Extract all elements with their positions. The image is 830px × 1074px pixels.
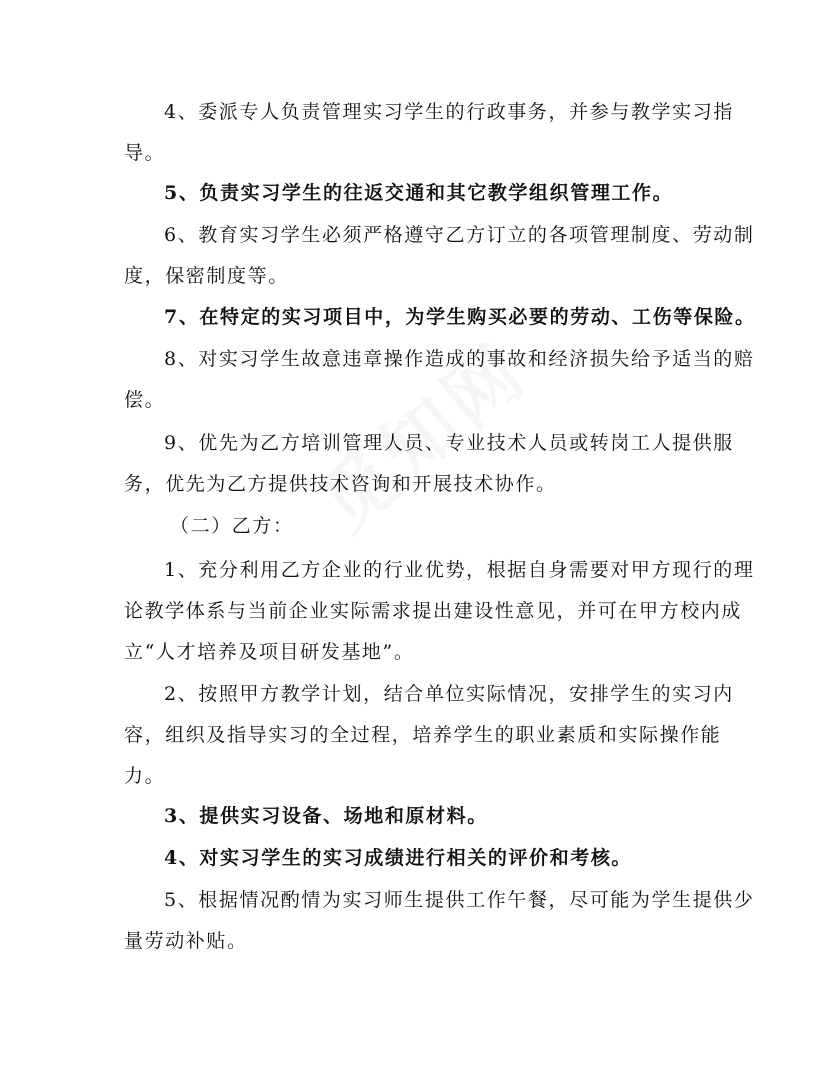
clause-b-5 — [124, 880, 755, 962]
clause-line: 1、充分利用乙方企业的行业优势，根据自身需要对甲方现行的理 — [164, 559, 755, 581]
clause-b-2 — [124, 674, 734, 797]
clause-line: 5、负责实习学生的往返交通和其它教学组织管理工作。 — [164, 182, 674, 204]
clause-line: 6、教育实习学生必须严格遵守乙方订立的各项管理制度、劳动制 — [164, 224, 755, 246]
clause-line: 力。 — [124, 765, 166, 787]
clause-line: 4、对实习学生的实习成绩进行相关的评价和考核。 — [164, 847, 633, 869]
clause-line: 量劳动补贴。 — [124, 930, 248, 952]
clause-line: 度，保密制度等。 — [124, 265, 289, 287]
clause-line: 导。 — [124, 142, 166, 164]
clause-line: 偿。 — [124, 389, 166, 411]
section-heading-party-b: （二）乙方： — [170, 515, 294, 537]
clause-line: 9、优先为乙方培训管理人员、专业技术人员或转岗工人提供服 — [164, 432, 734, 454]
clause-line: 务，优先为乙方提供技术咨询和开展技术协作。 — [124, 473, 557, 495]
clause-line: 5、根据情况酌情为实习师生提供工作午餐，尽可能为学生提供少 — [164, 889, 755, 911]
clause-a-6 — [124, 215, 755, 297]
clause-a-4 — [124, 92, 734, 174]
clause-line: 8、对实习学生故意违章操作造成的事故和经济损失给予适当的赔 — [164, 348, 755, 370]
clause-b-3 — [124, 796, 714, 837]
clause-a-7 — [124, 297, 756, 338]
clause-line: 立“人才培养及项目研发基地”。 — [124, 641, 415, 663]
clause-b-4 — [124, 838, 714, 879]
clause-a-9 — [124, 423, 734, 505]
clause-line: 4、委派专人负责管理实习学生的行政事务，并参与教学实习指 — [164, 101, 734, 123]
clause-line: 2、按照甲方教学计划，结合单位实际情况，安排学生的实习内 — [164, 683, 734, 705]
clause-line: 论教学体系与当前企业实际需求提出建设性意见，并可在甲方校内成 — [124, 600, 743, 622]
clause-line: 容，组织及指导实习的全过程，培养学生的职业素质和实际操作能 — [124, 724, 722, 746]
clause-line: 7、在特定的实习项目中，为学生购买必要的劳动、工伤等保险。 — [164, 306, 756, 328]
clause-b-1 — [124, 550, 755, 673]
clause-line: 3、提供实习设备、场地和原材料。 — [164, 805, 488, 827]
clause-a-8 — [124, 339, 755, 421]
clause-a-5 — [124, 173, 714, 214]
